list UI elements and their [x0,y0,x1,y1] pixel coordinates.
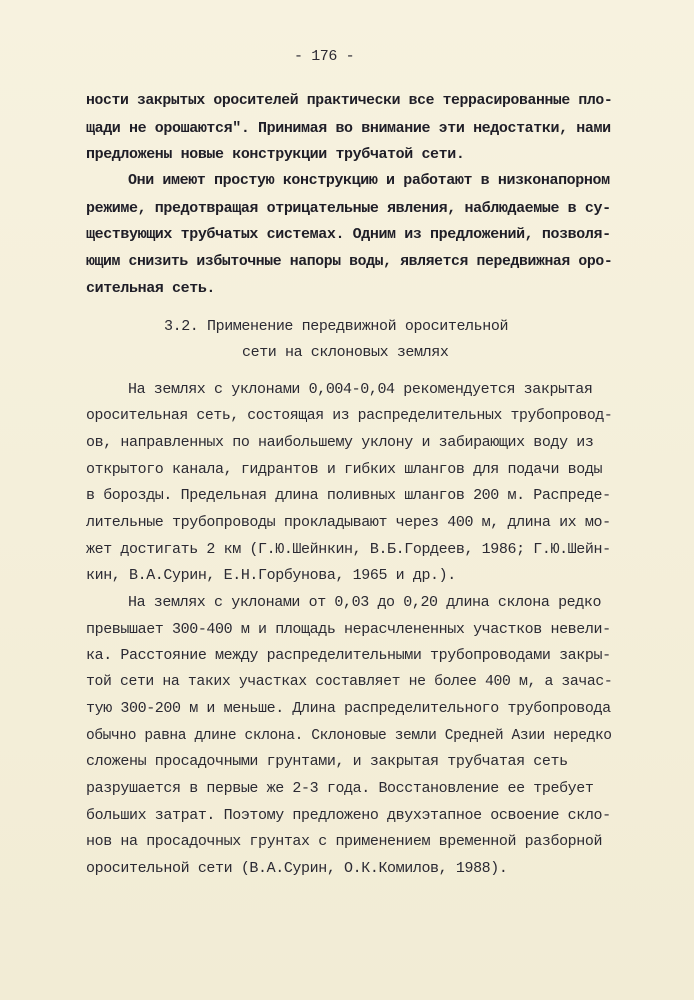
text-line: На землях с уклонами от 0,03 до 0,20 длина склона редко [128,594,602,611]
text-line: ка. Расстояние между распределительными трубопроводами закры- [86,647,611,664]
text-line: нов на просадочных грунтах с применением временной разборной [86,833,603,850]
text-line: той сети на таких участках составляет не более 400 м, а зачас- [86,673,613,690]
text-line: сложены просадочными грунтами, и закрытая трубчатая сеть [86,753,568,770]
text-line: тую 300-200 м и меньше. Длина распределительного трубопровода [86,700,611,717]
text-line: предложены новые конструкции трубчатой сети. [86,146,465,163]
text-line: обычно равна длине склона. Склоновые земли Средней Азии нередко [86,727,612,744]
text-line: больших затрат. Поэтому предложено двухэтапное освоение скло- [86,807,611,824]
text-line: оросительной сети (В.А.Сурин, О.К.Комилов, 1988). [86,860,508,877]
text-line: оросительная сеть, состоящая из распределительных трубопровод- [86,407,613,424]
text-line: режиме, предотвращая отрицательные явления, наблюдаемые в су- [86,200,611,217]
text-line: превышает 300-400 м и площадь нерасчлененных участков невели- [86,621,611,638]
text-line: лительные трубопроводы прокладывают через 400 м, длина их мо- [86,514,611,531]
section-heading-line-1: 3.2. Применение передвижной оросительной [164,318,509,335]
text-line: ществующих трубчатых системах. Одним из предложений, позволя- [86,226,611,243]
text-line: открытого канала, гидрантов и гибких шлангов для подачи воды [86,461,603,478]
text-line: в борозды. Предельная длина поливных шлангов 200 м. Распреде- [86,487,611,504]
text-line: Они имеют простую конструкцию и работают в низконапорном [128,172,610,189]
section-heading-line-2: сети на склоновых землях [242,344,449,361]
text-line: щади не орошаются". Принимая во внимание эти недостатки, нами [86,120,611,137]
text-line: ов, направленных по наибольшему уклону и забирающих воду из [86,434,594,451]
page-number: - 176 - [294,48,355,65]
text-line: разрушается в первые же 2-3 года. Восстановление ее требует [86,780,594,797]
text-line: ности закрытых оросителей практически все террасированные пло- [86,92,613,109]
text-line: кин, В.А.Сурин, Е.Н.Горбунова, 1965 и др.). [86,567,456,584]
text-line: На землях с уклонами 0,004-0,04 рекомендуется закрытая [128,381,593,398]
text-line: сительная сеть. [86,280,216,297]
text-line: жет достигать 2 км (Г.Ю.Шейнкин, В.Б.Гордеев, 1986; Г.Ю.Шейн- [86,541,611,558]
text-line: ющим снизить избыточные напоры воды, является передвижная оро- [86,253,613,270]
